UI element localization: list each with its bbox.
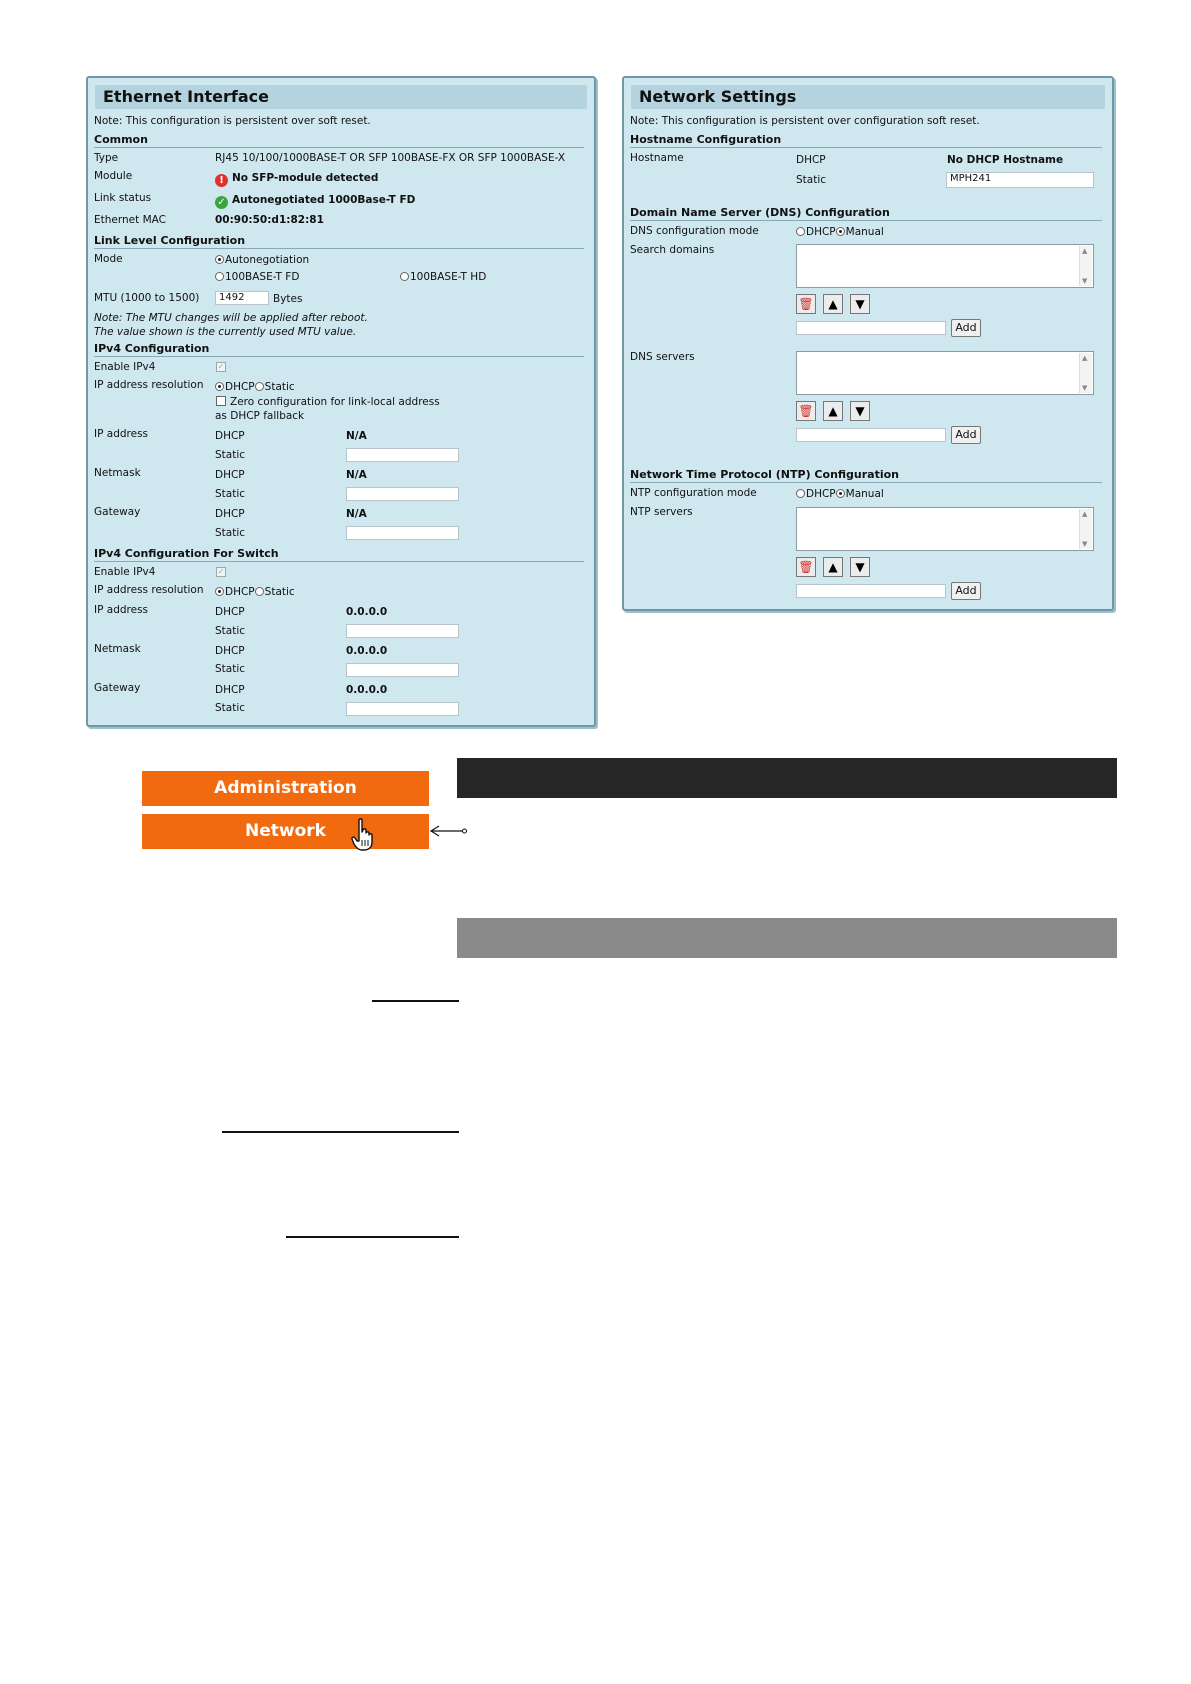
hostname-rule xyxy=(630,147,1102,148)
move-down-icon[interactable]: ▼ xyxy=(850,557,870,577)
ipv4-netmask-static-input[interactable] xyxy=(346,487,459,501)
delete-icon[interactable]: 🗑 xyxy=(796,294,816,314)
ipv4-netmask-dhcp-value: N/A xyxy=(346,469,367,481)
dns-server-add-button[interactable]: Add xyxy=(951,426,981,444)
hand-pointer-icon xyxy=(351,818,379,852)
common-rule xyxy=(94,147,584,148)
ipv4-gateway-static-label: Static xyxy=(215,527,246,539)
switch-dhcp-radio[interactable] xyxy=(215,587,224,596)
network-panel-title: Network Settings xyxy=(631,85,1105,109)
dark-header-bar xyxy=(457,758,1117,798)
mtu-note-2: The value shown is the currently used MTU value. xyxy=(94,326,357,338)
ntp-manual-label: Manual xyxy=(845,488,884,500)
ipv4-dhcp-radio[interactable] xyxy=(215,382,224,391)
mode-label: Mode xyxy=(94,253,123,265)
mac-value: 00:90:50:d1:82:81 xyxy=(215,214,324,226)
hostname-label: Hostname xyxy=(630,152,684,164)
ipv4-gateway-dhcp-label: DHCP xyxy=(215,508,245,520)
fd-radio[interactable] xyxy=(215,272,224,281)
mode-hd-option[interactable] xyxy=(400,271,486,284)
dns-mode-label: DNS configuration mode xyxy=(630,225,759,237)
dns-servers-controls xyxy=(796,401,876,421)
ntp-server-input[interactable] xyxy=(796,584,946,598)
network-note: Note: This configuration is persistent over configuration soft reset. xyxy=(630,115,980,127)
underline-2 xyxy=(222,1131,459,1133)
dns-dhcp-label: DHCP xyxy=(806,226,836,238)
dns-servers-list[interactable] xyxy=(796,351,1094,395)
ipv4-resolution-label: IP address resolution xyxy=(94,379,204,391)
gray-header-bar xyxy=(457,918,1117,958)
switch-ip-dhcp-value: 0.0.0.0 xyxy=(346,606,388,618)
ntp-servers-scrollbar[interactable]: ▲ ▼ xyxy=(1079,509,1092,549)
underline-1 xyxy=(372,1000,459,1002)
switch-static-radio[interactable] xyxy=(255,587,264,596)
dns-dhcp-radio[interactable] xyxy=(796,227,805,236)
link-status xyxy=(215,194,415,209)
switch-gateway-dhcp-label: DHCP xyxy=(215,684,245,696)
administration-menu-item[interactable]: Administration xyxy=(142,771,429,806)
link-level-rule xyxy=(94,248,584,249)
mode-fd-option[interactable] xyxy=(215,271,299,284)
switch-netmask-static-label: Static xyxy=(215,663,246,675)
ipv4-gateway-dhcp-value: N/A xyxy=(346,508,367,520)
hostname-static-label: Static xyxy=(796,174,827,186)
switch-enable-label: Enable IPv4 xyxy=(94,566,156,578)
ntp-dhcp-label: DHCP xyxy=(806,488,836,500)
dns-servers-scrollbar[interactable]: ▲ ▼ xyxy=(1079,353,1092,393)
switch-dhcp-label: DHCP xyxy=(225,586,255,598)
underline-3 xyxy=(286,1236,459,1238)
ipv4-netmask-static-label: Static xyxy=(215,488,246,500)
ethernet-note: Note: This configuration is persistent over soft reset. xyxy=(94,115,371,127)
mtu-note-1: Note: The MTU changes will be applied after reboot. xyxy=(94,312,368,324)
ntp-servers-list[interactable] xyxy=(796,507,1094,551)
mtu-label: MTU (1000 to 1500) xyxy=(94,292,200,304)
mac-label: Ethernet MAC xyxy=(94,214,166,226)
hostname-heading: Hostname Configuration xyxy=(630,133,782,146)
search-domains-list[interactable] xyxy=(796,244,1094,288)
switch-resolution-options xyxy=(215,586,295,599)
ntp-mode-options xyxy=(796,488,884,501)
ipv4-enable-label: Enable IPv4 xyxy=(94,361,156,373)
type-value: RJ45 10/100/1000BASE-T OR SFP 100BASE-FX OR SFP 1000BASE-X xyxy=(215,152,566,164)
module-value: No SFP-module detected xyxy=(232,172,379,184)
ipv4-ip-dhcp-value: N/A xyxy=(346,430,367,442)
zero-conf-checkbox[interactable] xyxy=(216,396,226,406)
dns-heading: Domain Name Server (DNS) Configuration xyxy=(630,206,890,219)
move-up-icon[interactable]: ▲ xyxy=(823,294,843,314)
delete-icon[interactable]: 🗑 xyxy=(796,401,816,421)
ntp-server-add-button[interactable]: Add xyxy=(951,582,981,600)
move-down-icon[interactable]: ▼ xyxy=(850,294,870,314)
ok-check-icon: ✓ xyxy=(215,196,228,209)
switch-enable-checkbox[interactable]: ✓ xyxy=(217,567,225,576)
autoneg-label: Autonegotiation xyxy=(225,254,310,266)
mtu-unit: Bytes xyxy=(273,293,303,305)
move-up-icon[interactable]: ▲ xyxy=(823,557,843,577)
ipv4-gateway-label: Gateway xyxy=(94,506,141,518)
hostname-dhcp-label: DHCP xyxy=(796,154,826,166)
switch-gateway-static-label: Static xyxy=(215,702,246,714)
hd-label: 100BASE-T HD xyxy=(410,271,487,283)
switch-resolution-label: IP address resolution xyxy=(94,584,204,596)
search-domain-input[interactable] xyxy=(796,321,946,335)
module-label: Module xyxy=(94,170,133,182)
module-status xyxy=(215,172,378,187)
autoneg-radio[interactable] xyxy=(215,255,224,264)
dns-servers-label: DNS servers xyxy=(630,351,695,363)
switch-gateway-label: Gateway xyxy=(94,682,141,694)
ntp-mode-label: NTP configuration mode xyxy=(630,487,757,499)
ntp-rule xyxy=(630,482,1102,483)
switch-ip-static-input[interactable] xyxy=(346,624,459,638)
ntp-servers-label: NTP servers xyxy=(630,506,693,518)
ntp-dhcp-radio[interactable] xyxy=(796,489,805,498)
ipv4-netmask-label: Netmask xyxy=(94,467,141,479)
common-heading: Common xyxy=(94,133,148,146)
ntp-servers-controls xyxy=(796,557,876,577)
ipv4-ip-static-label: Static xyxy=(215,449,246,461)
ipv4-static-radio[interactable] xyxy=(255,382,264,391)
ipv4-gateway-static-input[interactable] xyxy=(346,526,459,540)
zero-conf-label-1: Zero configuration for link-local address xyxy=(230,396,440,408)
ipv4-ip-static-input[interactable] xyxy=(346,448,459,462)
link-level-heading: Link Level Configuration xyxy=(94,234,246,247)
type-label: Type xyxy=(94,152,119,164)
network-settings-panel xyxy=(622,76,1114,611)
ipv4-rule xyxy=(94,356,584,357)
switch-gateway-static-input[interactable] xyxy=(346,702,459,716)
search-domain-add-button[interactable]: Add xyxy=(951,319,981,337)
link-status-value: Autonegotiated 1000Base-T FD xyxy=(232,194,416,206)
ntp-heading: Network Time Protocol (NTP) Configuration xyxy=(630,468,900,481)
ipv4-switch-rule xyxy=(94,561,584,562)
dns-mode-options xyxy=(796,226,884,239)
move-up-icon[interactable]: ▲ xyxy=(823,401,843,421)
hostname-static-input[interactable]: MPH241 xyxy=(946,172,1094,188)
error-icon: ! xyxy=(215,174,228,187)
switch-netmask-label: Netmask xyxy=(94,643,141,655)
ipv4-switch-heading: IPv4 Configuration For Switch xyxy=(94,547,279,560)
hd-radio[interactable] xyxy=(400,272,409,281)
ipv4-enable-checkbox[interactable]: ✓ xyxy=(217,362,225,371)
switch-ip-dhcp-label: DHCP xyxy=(215,606,245,618)
link-status-label: Link status xyxy=(94,192,152,204)
ipv4-heading: IPv4 Configuration xyxy=(94,342,210,355)
dns-manual-radio[interactable] xyxy=(836,227,845,236)
ipv4-static-label: Static xyxy=(264,381,295,393)
ipv4-netmask-dhcp-label: DHCP xyxy=(215,469,245,481)
fd-label: 100BASE-T FD xyxy=(225,271,300,283)
dns-manual-label: Manual xyxy=(845,226,884,238)
mode-autoneg-option[interactable] xyxy=(215,254,309,267)
ipv4-dhcp-label: DHCP xyxy=(225,381,255,393)
ethernet-interface-panel xyxy=(86,76,596,727)
switch-netmask-static-input[interactable] xyxy=(346,663,459,677)
ipv4-ip-label: IP address xyxy=(94,428,149,440)
ipv4-resolution-options xyxy=(215,381,295,394)
switch-gateway-dhcp-value: 0.0.0.0 xyxy=(346,684,388,696)
switch-ip-static-label: Static xyxy=(215,625,246,637)
ntp-manual-radio[interactable] xyxy=(836,489,845,498)
dns-server-input[interactable] xyxy=(796,428,946,442)
dns-rule xyxy=(630,220,1102,221)
hostname-dhcp-value: No DHCP Hostname xyxy=(947,154,1064,166)
switch-netmask-dhcp-value: 0.0.0.0 xyxy=(346,645,388,657)
delete-icon[interactable]: 🗑 xyxy=(796,557,816,577)
search-domains-label: Search domains xyxy=(630,244,715,256)
move-down-icon[interactable]: ▼ xyxy=(850,401,870,421)
switch-ip-label: IP address xyxy=(94,604,149,616)
search-domains-scrollbar[interactable]: ▲ ▼ xyxy=(1079,246,1092,286)
switch-static-label: Static xyxy=(264,586,295,598)
zero-conf-label-2: as DHCP fallback xyxy=(215,410,305,422)
search-domains-controls xyxy=(796,294,876,314)
callout-arrow-icon xyxy=(428,824,468,838)
mtu-input[interactable]: 1492 xyxy=(215,291,269,305)
network-menu-label: Network xyxy=(245,821,326,841)
network-menu-item[interactable] xyxy=(142,814,429,849)
ipv4-ip-dhcp-label: DHCP xyxy=(215,430,245,442)
ethernet-panel-title: Ethernet Interface xyxy=(95,85,587,109)
switch-netmask-dhcp-label: DHCP xyxy=(215,645,245,657)
